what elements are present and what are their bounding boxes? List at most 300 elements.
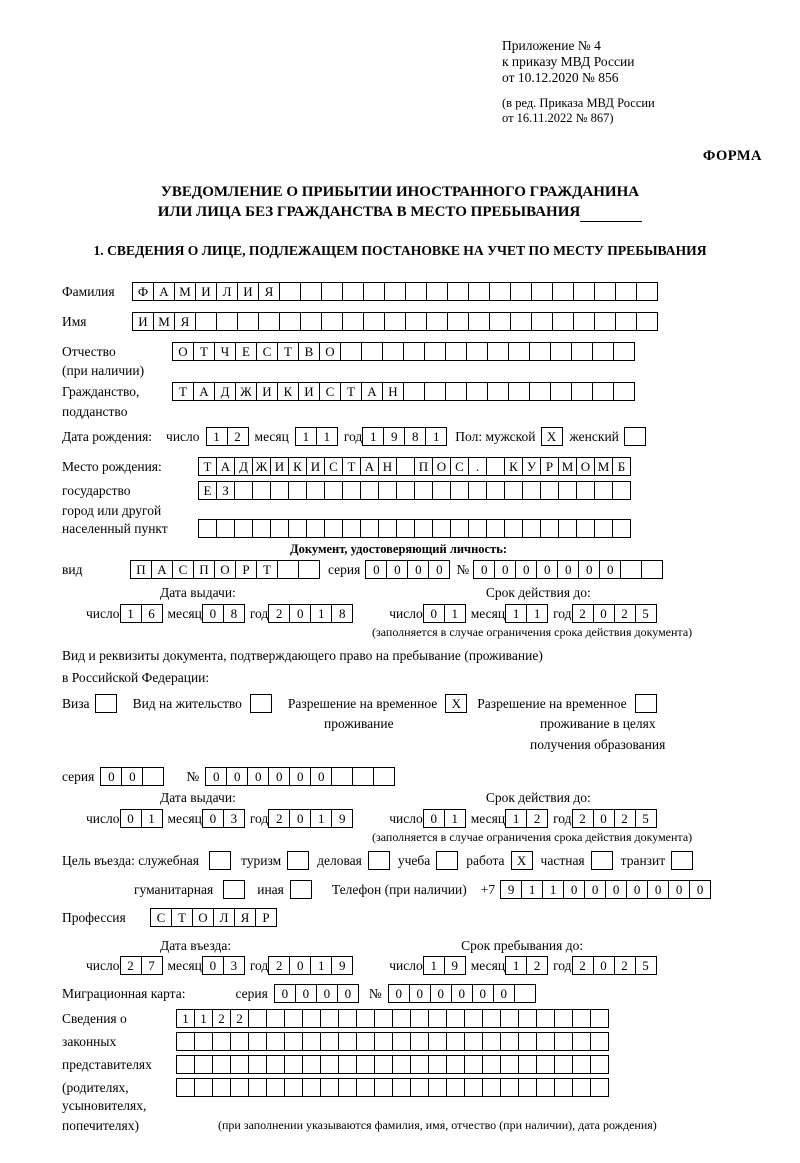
char-cell[interactable]: 1 <box>423 956 445 975</box>
char-cell[interactable]: 9 <box>444 956 466 975</box>
char-cell[interactable] <box>446 1055 465 1074</box>
char-cell[interactable]: 0 <box>202 604 224 623</box>
char-cell[interactable]: 0 <box>268 767 290 786</box>
char-cell[interactable] <box>576 481 595 500</box>
char-cell[interactable] <box>554 1032 573 1051</box>
char-cell[interactable]: Ф <box>132 282 154 301</box>
char-cell[interactable]: Т <box>193 342 215 361</box>
char-cell[interactable]: 0 <box>668 880 690 899</box>
char-cell[interactable]: П <box>193 560 215 579</box>
char-cell[interactable] <box>620 560 642 579</box>
char-cell[interactable] <box>410 1055 429 1074</box>
char-cell[interactable]: Р <box>235 560 257 579</box>
char-cell[interactable] <box>266 1055 285 1074</box>
iddoc-valid-day-input[interactable] <box>423 604 466 623</box>
char-cell[interactable] <box>284 1032 303 1051</box>
char-cell[interactable] <box>392 1032 411 1051</box>
char-cell[interactable]: 2 <box>268 809 290 828</box>
char-cell[interactable] <box>466 382 488 401</box>
char-cell[interactable]: 0 <box>121 767 143 786</box>
char-cell[interactable]: О <box>214 560 236 579</box>
char-cell[interactable]: Д <box>214 382 236 401</box>
char-cell[interactable] <box>340 342 362 361</box>
permit-valid-day-input[interactable] <box>423 809 466 828</box>
char-cell[interactable] <box>266 1032 285 1051</box>
purpose-private-checkbox[interactable] <box>591 851 613 870</box>
char-cell[interactable]: А <box>153 282 175 301</box>
char-cell[interactable]: 9 <box>500 880 522 899</box>
char-cell[interactable] <box>302 1078 321 1097</box>
char-cell[interactable]: 1 <box>310 809 332 828</box>
char-cell[interactable]: 2 <box>526 956 548 975</box>
purpose-other-checkbox[interactable] <box>290 880 312 899</box>
char-cell[interactable]: 2 <box>614 956 636 975</box>
sex-female-checkbox[interactable] <box>624 427 646 446</box>
char-cell[interactable] <box>590 1009 609 1028</box>
birthplace-input-line-2[interactable] <box>198 481 631 500</box>
stay-month-input[interactable] <box>505 956 548 975</box>
char-cell[interactable] <box>424 382 446 401</box>
char-cell[interactable] <box>331 767 353 786</box>
char-cell[interactable]: 1 <box>521 880 543 899</box>
char-cell[interactable] <box>558 481 577 500</box>
char-cell[interactable]: Б <box>612 457 631 476</box>
char-cell[interactable] <box>302 1055 321 1074</box>
char-cell[interactable]: 0 <box>584 880 606 899</box>
char-cell[interactable]: М <box>594 457 613 476</box>
char-cell[interactable] <box>142 767 164 786</box>
char-cell[interactable]: С <box>324 457 343 476</box>
name-input[interactable] <box>132 312 658 331</box>
temp-residence-checkbox[interactable]: X <box>445 694 467 713</box>
patronymic-input[interactable] <box>172 342 635 361</box>
char-cell[interactable] <box>514 984 536 1003</box>
char-cell[interactable]: К <box>288 457 307 476</box>
char-cell[interactable]: 2 <box>230 1009 249 1028</box>
char-cell[interactable]: Ч <box>214 342 236 361</box>
char-cell[interactable]: 0 <box>423 809 445 828</box>
char-cell[interactable] <box>590 1055 609 1074</box>
phone-input[interactable] <box>500 880 711 899</box>
char-cell[interactable] <box>518 1009 537 1028</box>
char-cell[interactable] <box>446 1032 465 1051</box>
char-cell[interactable]: 0 <box>593 956 615 975</box>
legal-rep-input-line-3[interactable] <box>176 1055 609 1074</box>
char-cell[interactable] <box>212 1078 231 1097</box>
char-cell[interactable]: 0 <box>226 767 248 786</box>
char-cell[interactable]: 0 <box>430 984 452 1003</box>
char-cell[interactable]: 0 <box>289 809 311 828</box>
char-cell[interactable]: Р <box>255 908 277 927</box>
char-cell[interactable]: А <box>360 457 379 476</box>
char-cell[interactable] <box>500 1009 519 1028</box>
char-cell[interactable] <box>176 1055 195 1074</box>
char-cell[interactable]: В <box>298 342 320 361</box>
char-cell[interactable]: 5 <box>635 604 657 623</box>
char-cell[interactable]: 0 <box>202 956 224 975</box>
char-cell[interactable] <box>464 1055 483 1074</box>
legal-rep-input-line-2[interactable] <box>176 1032 609 1051</box>
char-cell[interactable] <box>554 1055 573 1074</box>
char-cell[interactable]: 0 <box>515 560 537 579</box>
entry-day-input[interactable] <box>120 956 163 975</box>
char-cell[interactable] <box>428 1032 447 1051</box>
char-cell[interactable] <box>396 457 415 476</box>
char-cell[interactable]: 1 <box>194 1009 213 1028</box>
char-cell[interactable]: А <box>216 457 235 476</box>
char-cell[interactable] <box>428 1055 447 1074</box>
char-cell[interactable] <box>504 519 523 538</box>
char-cell[interactable]: О <box>319 342 341 361</box>
char-cell[interactable]: З <box>216 481 235 500</box>
char-cell[interactable] <box>536 1009 555 1028</box>
birth-day-input[interactable] <box>206 427 249 446</box>
char-cell[interactable] <box>237 312 259 331</box>
char-cell[interactable]: 1 <box>542 880 564 899</box>
char-cell[interactable] <box>363 312 385 331</box>
char-cell[interactable] <box>572 1055 591 1074</box>
edu-residence-checkbox[interactable] <box>635 694 657 713</box>
iddoc-kind-input[interactable] <box>130 560 320 579</box>
char-cell[interactable] <box>500 1055 519 1074</box>
char-cell[interactable] <box>487 382 509 401</box>
char-cell[interactable] <box>468 282 490 301</box>
char-cell[interactable]: 1 <box>310 956 332 975</box>
char-cell[interactable] <box>195 312 217 331</box>
char-cell[interactable] <box>338 1055 357 1074</box>
char-cell[interactable] <box>342 312 364 331</box>
char-cell[interactable] <box>572 1032 591 1051</box>
char-cell[interactable]: Т <box>256 560 278 579</box>
char-cell[interactable]: 0 <box>605 880 627 899</box>
char-cell[interactable] <box>194 1078 213 1097</box>
char-cell[interactable] <box>324 519 343 538</box>
char-cell[interactable]: И <box>270 457 289 476</box>
char-cell[interactable]: 9 <box>383 427 405 446</box>
char-cell[interactable] <box>396 481 415 500</box>
char-cell[interactable] <box>320 1032 339 1051</box>
char-cell[interactable]: К <box>277 382 299 401</box>
char-cell[interactable] <box>613 382 635 401</box>
char-cell[interactable] <box>363 282 385 301</box>
char-cell[interactable]: Т <box>342 457 361 476</box>
iddoc-valid-year-input[interactable] <box>572 604 657 623</box>
char-cell[interactable] <box>230 1032 249 1051</box>
char-cell[interactable]: 0 <box>423 604 445 623</box>
char-cell[interactable]: М <box>558 457 577 476</box>
visa-checkbox[interactable] <box>95 694 117 713</box>
char-cell[interactable] <box>356 1009 375 1028</box>
char-cell[interactable]: К <box>504 457 523 476</box>
char-cell[interactable] <box>445 382 467 401</box>
char-cell[interactable] <box>288 519 307 538</box>
char-cell[interactable]: И <box>132 312 154 331</box>
purpose-business-checkbox[interactable] <box>368 851 390 870</box>
char-cell[interactable] <box>405 312 427 331</box>
char-cell[interactable] <box>338 1078 357 1097</box>
char-cell[interactable]: 0 <box>247 767 269 786</box>
char-cell[interactable]: 0 <box>599 560 621 579</box>
char-cell[interactable] <box>576 519 595 538</box>
char-cell[interactable]: А <box>361 382 383 401</box>
char-cell[interactable] <box>216 519 235 538</box>
purpose-tourism-checkbox[interactable] <box>287 851 309 870</box>
char-cell[interactable] <box>447 282 469 301</box>
char-cell[interactable] <box>500 1032 519 1051</box>
char-cell[interactable] <box>194 1032 213 1051</box>
char-cell[interactable]: Ж <box>252 457 271 476</box>
char-cell[interactable] <box>464 1078 483 1097</box>
char-cell[interactable] <box>536 1078 555 1097</box>
char-cell[interactable]: Р <box>540 457 559 476</box>
char-cell[interactable]: 0 <box>563 880 585 899</box>
char-cell[interactable] <box>277 560 299 579</box>
char-cell[interactable] <box>594 481 613 500</box>
char-cell[interactable]: 0 <box>689 880 711 899</box>
char-cell[interactable]: А <box>193 382 215 401</box>
char-cell[interactable]: 1 <box>176 1009 195 1028</box>
char-cell[interactable] <box>266 1078 285 1097</box>
char-cell[interactable] <box>176 1032 195 1051</box>
char-cell[interactable]: А <box>151 560 173 579</box>
char-cell[interactable]: С <box>150 908 172 927</box>
char-cell[interactable]: 0 <box>473 560 495 579</box>
char-cell[interactable]: 1 <box>362 427 384 446</box>
char-cell[interactable] <box>410 1032 429 1051</box>
char-cell[interactable] <box>374 1078 393 1097</box>
char-cell[interactable]: С <box>450 457 469 476</box>
char-cell[interactable] <box>428 1009 447 1028</box>
char-cell[interactable] <box>382 342 404 361</box>
char-cell[interactable]: 2 <box>227 427 249 446</box>
char-cell[interactable] <box>641 560 663 579</box>
char-cell[interactable] <box>466 342 488 361</box>
char-cell[interactable] <box>550 382 572 401</box>
char-cell[interactable] <box>374 1032 393 1051</box>
char-cell[interactable] <box>486 457 505 476</box>
char-cell[interactable] <box>216 312 238 331</box>
char-cell[interactable] <box>529 342 551 361</box>
char-cell[interactable] <box>384 282 406 301</box>
char-cell[interactable]: 2 <box>268 604 290 623</box>
char-cell[interactable] <box>194 1055 213 1074</box>
char-cell[interactable] <box>338 1032 357 1051</box>
purpose-study-checkbox[interactable] <box>436 851 458 870</box>
birth-month-input[interactable] <box>295 427 338 446</box>
char-cell[interactable]: Я <box>258 282 280 301</box>
surname-input[interactable] <box>132 282 658 301</box>
char-cell[interactable] <box>321 282 343 301</box>
char-cell[interactable] <box>447 312 469 331</box>
permit-issue-day-input[interactable] <box>120 809 163 828</box>
char-cell[interactable]: 2 <box>614 604 636 623</box>
char-cell[interactable] <box>613 342 635 361</box>
char-cell[interactable] <box>552 312 574 331</box>
char-cell[interactable] <box>410 1009 429 1028</box>
char-cell[interactable] <box>573 282 595 301</box>
iddoc-valid-month-input[interactable] <box>505 604 548 623</box>
birthplace-input-line-1[interactable] <box>198 457 631 476</box>
residence-permit-checkbox[interactable] <box>250 694 272 713</box>
char-cell[interactable]: 0 <box>626 880 648 899</box>
char-cell[interactable] <box>288 481 307 500</box>
char-cell[interactable] <box>518 1078 537 1097</box>
char-cell[interactable]: И <box>256 382 278 401</box>
char-cell[interactable] <box>284 1078 303 1097</box>
char-cell[interactable] <box>320 1055 339 1074</box>
char-cell[interactable] <box>230 1055 249 1074</box>
char-cell[interactable]: И <box>298 382 320 401</box>
char-cell[interactable] <box>636 312 658 331</box>
char-cell[interactable] <box>571 342 593 361</box>
char-cell[interactable]: 1 <box>425 427 447 446</box>
migration-series-input[interactable] <box>274 984 359 1003</box>
char-cell[interactable]: 8 <box>331 604 353 623</box>
char-cell[interactable] <box>302 1032 321 1051</box>
char-cell[interactable]: 1 <box>505 604 527 623</box>
char-cell[interactable]: П <box>130 560 152 579</box>
char-cell[interactable]: 0 <box>557 560 579 579</box>
char-cell[interactable]: 0 <box>472 984 494 1003</box>
char-cell[interactable] <box>258 312 280 331</box>
char-cell[interactable] <box>594 519 613 538</box>
char-cell[interactable]: 2 <box>212 1009 231 1028</box>
char-cell[interactable] <box>571 382 593 401</box>
char-cell[interactable] <box>464 1009 483 1028</box>
char-cell[interactable]: 1 <box>526 604 548 623</box>
char-cell[interactable]: Л <box>213 908 235 927</box>
char-cell[interactable] <box>518 1055 537 1074</box>
char-cell[interactable] <box>270 481 289 500</box>
iddoc-number-input[interactable] <box>473 560 663 579</box>
stay-day-input[interactable] <box>423 956 466 975</box>
char-cell[interactable] <box>410 1078 429 1097</box>
char-cell[interactable]: О <box>172 342 194 361</box>
char-cell[interactable] <box>302 1009 321 1028</box>
char-cell[interactable] <box>396 519 415 538</box>
char-cell[interactable] <box>212 1032 231 1051</box>
legal-rep-input-line-4[interactable] <box>176 1078 609 1097</box>
char-cell[interactable] <box>536 1032 555 1051</box>
char-cell[interactable] <box>510 312 532 331</box>
char-cell[interactable]: 0 <box>407 560 429 579</box>
char-cell[interactable] <box>248 1078 267 1097</box>
char-cell[interactable]: 0 <box>202 809 224 828</box>
char-cell[interactable] <box>552 282 574 301</box>
char-cell[interactable]: О <box>576 457 595 476</box>
char-cell[interactable] <box>540 481 559 500</box>
iddoc-issue-day-input[interactable] <box>120 604 163 623</box>
char-cell[interactable]: . <box>468 457 487 476</box>
char-cell[interactable] <box>531 282 553 301</box>
char-cell[interactable]: 0 <box>386 560 408 579</box>
char-cell[interactable]: 0 <box>289 767 311 786</box>
char-cell[interactable] <box>284 1055 303 1074</box>
char-cell[interactable] <box>572 1009 591 1028</box>
char-cell[interactable] <box>403 342 425 361</box>
char-cell[interactable]: 0 <box>120 809 142 828</box>
char-cell[interactable]: 0 <box>274 984 296 1003</box>
char-cell[interactable] <box>486 519 505 538</box>
char-cell[interactable] <box>487 342 509 361</box>
char-cell[interactable]: 0 <box>337 984 359 1003</box>
char-cell[interactable]: О <box>432 457 451 476</box>
char-cell[interactable]: 0 <box>428 560 450 579</box>
char-cell[interactable] <box>270 519 289 538</box>
char-cell[interactable]: Е <box>198 481 217 500</box>
char-cell[interactable]: 1 <box>444 809 466 828</box>
char-cell[interactable]: 0 <box>578 560 600 579</box>
char-cell[interactable] <box>489 282 511 301</box>
char-cell[interactable]: Я <box>234 908 256 927</box>
char-cell[interactable] <box>279 312 301 331</box>
char-cell[interactable]: 1 <box>505 809 527 828</box>
char-cell[interactable]: Д <box>234 457 253 476</box>
char-cell[interactable]: 0 <box>493 984 515 1003</box>
permit-issue-year-input[interactable] <box>268 809 353 828</box>
char-cell[interactable]: Т <box>277 342 299 361</box>
char-cell[interactable]: 3 <box>223 956 245 975</box>
char-cell[interactable] <box>392 1055 411 1074</box>
char-cell[interactable] <box>321 312 343 331</box>
char-cell[interactable] <box>320 1078 339 1097</box>
char-cell[interactable]: И <box>306 457 325 476</box>
char-cell[interactable] <box>540 519 559 538</box>
char-cell[interactable] <box>320 1009 339 1028</box>
char-cell[interactable] <box>450 481 469 500</box>
char-cell[interactable] <box>446 1078 465 1097</box>
char-cell[interactable]: 0 <box>289 956 311 975</box>
birthplace-input-line-3[interactable] <box>198 519 631 538</box>
char-cell[interactable]: С <box>319 382 341 401</box>
char-cell[interactable] <box>324 481 343 500</box>
char-cell[interactable] <box>489 312 511 331</box>
char-cell[interactable] <box>445 342 467 361</box>
char-cell[interactable] <box>554 1009 573 1028</box>
char-cell[interactable]: 9 <box>331 809 353 828</box>
char-cell[interactable] <box>414 481 433 500</box>
char-cell[interactable] <box>403 382 425 401</box>
iddoc-issue-month-input[interactable] <box>202 604 245 623</box>
char-cell[interactable] <box>522 481 541 500</box>
iddoc-issue-year-input[interactable] <box>268 604 353 623</box>
char-cell[interactable]: С <box>256 342 278 361</box>
char-cell[interactable] <box>356 1055 375 1074</box>
char-cell[interactable]: 2 <box>572 604 594 623</box>
migration-number-input[interactable] <box>388 984 536 1003</box>
char-cell[interactable] <box>486 481 505 500</box>
char-cell[interactable]: 8 <box>404 427 426 446</box>
char-cell[interactable]: 1 <box>295 427 317 446</box>
char-cell[interactable] <box>338 1009 357 1028</box>
char-cell[interactable]: Ж <box>235 382 257 401</box>
char-cell[interactable] <box>414 519 433 538</box>
char-cell[interactable] <box>592 342 614 361</box>
char-cell[interactable] <box>384 312 406 331</box>
profession-input[interactable] <box>150 908 277 927</box>
char-cell[interactable]: Н <box>378 457 397 476</box>
char-cell[interactable]: 1 <box>120 604 142 623</box>
char-cell[interactable] <box>482 1078 501 1097</box>
char-cell[interactable] <box>360 519 379 538</box>
char-cell[interactable] <box>529 382 551 401</box>
char-cell[interactable] <box>450 519 469 538</box>
char-cell[interactable]: 6 <box>141 604 163 623</box>
char-cell[interactable]: 2 <box>120 956 142 975</box>
entry-year-input[interactable] <box>268 956 353 975</box>
char-cell[interactable] <box>298 560 320 579</box>
char-cell[interactable] <box>468 312 490 331</box>
